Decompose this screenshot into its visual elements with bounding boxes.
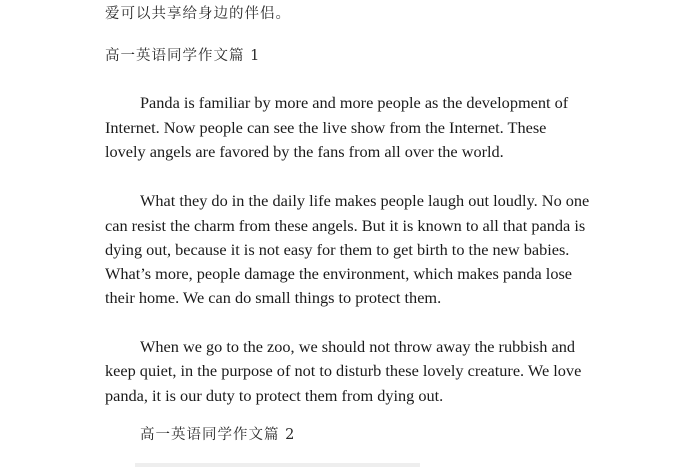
essay-heading-1: 高一英语同学作文篇 1 — [105, 48, 261, 64]
cut-off-text-line — [135, 463, 420, 467]
paragraph-2-line: their home. We can do small things to protect them. — [105, 288, 442, 307]
paragraph-3-line: When we go to the zoo, we should not throw away the rubbish and — [140, 337, 575, 356]
paragraph-2-line: dying out, because it is not easy for them to get birth to the new babies. — [105, 240, 570, 259]
paragraph-2-line: can resist the charm from these angels. But it is known to all that panda is — [105, 216, 586, 235]
essay-heading-2: 高一英语同学作文篇 2 — [140, 427, 296, 443]
paragraph-1-line: Panda is familiar by more and more people as the development of — [140, 93, 569, 112]
paragraph-2-line: What’s more, people damage the environment, which makes panda lose — [105, 264, 573, 283]
paragraph-1-line: Internet. Now people can see the live show from the Internet. These — [105, 118, 547, 137]
paragraph-3-line: panda, it is our duty to protect them from dying out. — [105, 386, 444, 405]
intro-tail-text: 爱可以共享给身边的伴侣。 — [105, 6, 291, 22]
paragraph-3-line: keep quiet, in the purpose of not to disturb these lovely creature. We love — [105, 361, 582, 380]
paragraph-1-line: lovely angels are favored by the fans from all over the world. — [105, 142, 504, 161]
paragraph-2-line: What they do in the daily life makes people laugh out loudly. No one — [140, 191, 590, 210]
